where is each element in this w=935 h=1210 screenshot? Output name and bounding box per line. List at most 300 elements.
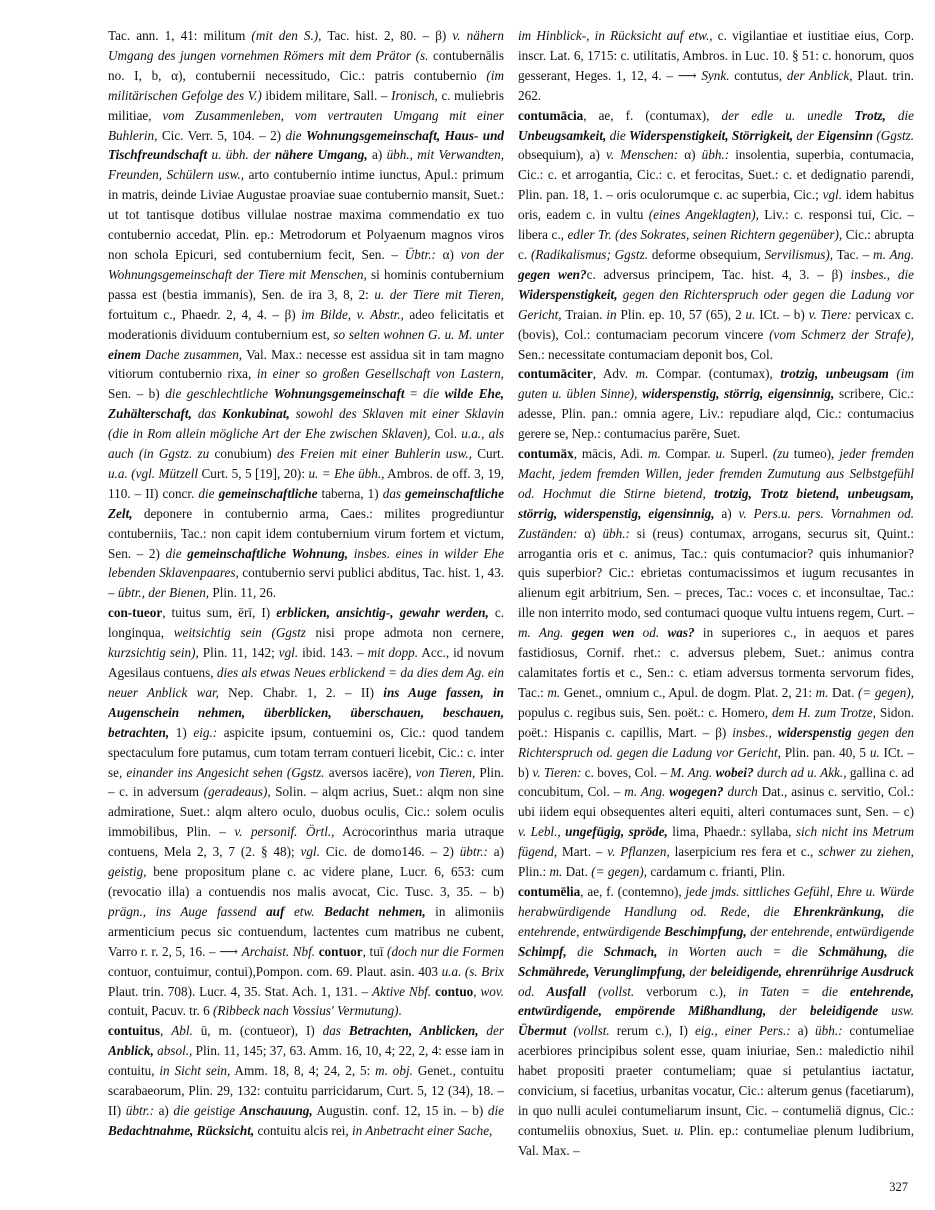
- gloss-text: ad u. Akk.,: [790, 764, 847, 780]
- gloss-text: m.: [547, 684, 561, 700]
- body-text: Plin. 11, 145; 37, 63. Amm. 16, 10, 4; 22, 2, 4: esse iam in contuitu,: [108, 1043, 504, 1079]
- body-text: ū, m. (contueor), I): [192, 1023, 323, 1039]
- headword: con-tueor: [108, 605, 163, 621]
- gloss-text: u.: [745, 306, 756, 322]
- body-text: , Adv.: [592, 366, 636, 382]
- gloss-text: der Anblick,: [786, 67, 853, 83]
- translation-emphasis: wilde Ehe, Zuhälterschaft,: [108, 386, 504, 422]
- body-text: Curt.: [471, 446, 504, 462]
- body-text: [341, 1023, 349, 1038]
- gloss-text: die: [423, 386, 440, 402]
- gloss-text: der: [796, 127, 814, 143]
- body-text: populus c. regibus suis, Sen. poët.: c. Homero,: [518, 704, 773, 720]
- body-text: Val. Max.: necesse est assidua sit in tam magno vitiorum contubernio rixa,: [108, 346, 504, 382]
- gloss-text: (vollst.: [573, 1023, 610, 1039]
- translation-emphasis: gemeinschaftliche: [218, 485, 318, 501]
- body-text: aspicite ipsum, contuemini os, Cic.: quod tandem spectaculum fore putamus, cum totam terram contueri licebit, Cic.: c. inter se,: [108, 724, 504, 780]
- gloss-text: v. Lebl.,: [518, 824, 561, 840]
- translation-emphasis: Betrachten, Anblicken,: [348, 1023, 479, 1039]
- body-text: c. muliebris militiae,: [108, 87, 504, 123]
- body-text: Compar. (contumax),: [648, 366, 781, 382]
- body-text: Superl.: [725, 446, 773, 462]
- translation-emphasis: Schmach,: [603, 943, 658, 959]
- body-text: a): [714, 505, 739, 521]
- translation-emphasis: Widerspenstigkeit,: [518, 286, 618, 302]
- body-text: contuor, contuimur, contui),Pompon. com. 69. Plaut. asin. 403: [108, 963, 442, 979]
- body-text: [886, 108, 898, 123]
- gloss-text: (vollst.: [597, 983, 635, 999]
- body-text: Traian.: [561, 306, 607, 322]
- body-text: pervicax c. (bovis), Col.: contumaciam pecorum vincere: [518, 306, 914, 342]
- body-text: Plin. ep. 10, 57 (65), 2: [616, 306, 746, 322]
- gloss-text: Synk.: [701, 67, 730, 83]
- body-text: [780, 904, 794, 919]
- body-text: verborum c.),: [634, 983, 739, 999]
- translation-emphasis: Widerspenstigkeit, Störrigkeit,: [629, 127, 794, 143]
- gloss-text: vgl.: [300, 844, 320, 860]
- gloss-text: u.: [715, 446, 726, 462]
- gloss-text: dies als etwas Neues erblickend = da dies dem Ag. ein neuer Anblick war,: [108, 665, 504, 700]
- body-text: Tac. ann. 1, 41: militum: [108, 28, 252, 43]
- translation-emphasis: trotzig, unbeugsam: [780, 366, 889, 382]
- gloss-text: v. Pflanzen,: [607, 844, 670, 860]
- body-text: Plin. 11, 26.: [209, 585, 277, 601]
- gloss-text: Servilismus),: [764, 246, 834, 262]
- gloss-text: einander ins Angesicht sehen (Ggstz.: [126, 764, 325, 780]
- body-text: bene propositum plane c. ac videre plane, Lucr. 6, 653: cum (revocatio illa) a contuendis nos malis avocat, Cic. Tusc. 3, 35. – b): [108, 864, 504, 899]
- translation-emphasis: Wohnungsgemeinschaft: [273, 386, 405, 402]
- body-text: ibidem militare, Sall. –: [261, 87, 392, 103]
- body-text: [808, 944, 818, 959]
- gloss-text: das: [382, 485, 402, 501]
- translation-emphasis: Wohnungsgemeinschaft, Haus- und Tischfreundschaft: [108, 127, 504, 163]
- headword: contumāciter: [518, 366, 593, 382]
- gloss-text: gegen den Richterspruch oder gegen die Ladung vor Gericht,: [518, 286, 914, 322]
- gloss-text: übtr.:: [125, 1102, 154, 1118]
- gloss-text: der: [779, 1003, 797, 1019]
- body-text: [257, 904, 267, 919]
- body-text: [634, 625, 642, 640]
- body-text: scribere, Cic.: adesse, Plin. pan.: omnia agere, Liv.: repudiare alqd, Cic.: contumacius gerere se, Nep.: contumacius parēre, Suet.: [518, 386, 914, 442]
- translation-emphasis: Schmähung,: [818, 943, 888, 959]
- gloss-text: (im militärischen Gefolge des V.): [108, 67, 504, 103]
- gloss-text: in Taten = die: [738, 983, 838, 999]
- gloss-text: die: [165, 545, 182, 561]
- body-text: Cic. de domo146. – 2): [319, 844, 460, 860]
- gloss-text: Archaist. Nbf.: [241, 943, 316, 959]
- body-text: Sen.: necessitate contumaciam deponit bos, Col.: [518, 346, 773, 362]
- gloss-text: in: [606, 306, 617, 322]
- body-text: cardamum c. frianti, Plin.: [647, 864, 786, 880]
- gloss-text: des Freien mit einer Buhlerin usw.,: [276, 446, 472, 462]
- body-text: Cic.: abrupta c.: [518, 227, 914, 262]
- gloss-text: u.a. (s. Brix: [441, 963, 504, 979]
- body-text: [878, 1003, 891, 1018]
- body-text: insolentia, superbia, contumacia, Cic.: c. et arrogantia, Cic.: c. et ferocitas, Suet.: c. et dedignatio parendi, Plin. pan. 18, 1. – oris oculorumque c. ac superbia, Cic.;: [518, 147, 914, 203]
- body-text: [593, 944, 603, 959]
- gloss-text: v. Tiere:: [808, 306, 852, 322]
- body-text: a): [153, 1102, 174, 1118]
- translation-emphasis: Ausfall: [546, 983, 586, 999]
- body-text: laserpicium res fera et c.,: [669, 844, 819, 860]
- gloss-text: vgl.: [278, 645, 299, 661]
- body-text: tumeo),: [788, 446, 840, 462]
- translation-emphasis: gegen wen?: [518, 266, 587, 282]
- gloss-text: eig., einer Pers.:: [694, 1023, 791, 1039]
- gloss-text: v. nähern Umgang des jungen vornehmen Römers mit dem Prätor (s.: [108, 28, 504, 63]
- body-text: in alimoniis armenticium pecus sic contuendum, lactentes cum matribus ne cubent, Varro r. r. 2, 5, 16. – ⟶: [108, 903, 504, 959]
- body-text: contuit, Pacuv. tr. 6: [108, 1003, 213, 1019]
- headword: contuitus: [108, 1023, 161, 1039]
- body-text: Plin.:: [518, 864, 550, 880]
- body-text: ibid. 143. –: [298, 645, 368, 661]
- gloss-text: insbes., die: [850, 266, 914, 282]
- body-text: α): [577, 525, 603, 541]
- gloss-text: dem H. zum Trotze,: [772, 704, 876, 720]
- gloss-text: prägn., ins Auge fassend: [108, 903, 257, 919]
- body-text: Amm. 18, 8, 4; 24, 2, 5:: [230, 1063, 376, 1079]
- translation-emphasis: gemeinschaftliche Zelt,: [108, 485, 504, 521]
- gloss-text: insbes. eines in wilder Ehe lebenden Sklavenpaares,: [108, 545, 504, 581]
- translation-emphasis: auf: [266, 903, 285, 919]
- body-text: in superiores c., in aequos et pares fastidiosus, Cornif. rhet.: c. adversus plebem, Suet.: animus contra calamitates fortis et c., Sen.: c. etiam adversus tormenta servorum fides, Tac.:: [518, 625, 914, 700]
- body-text: Sen. – b): [108, 386, 166, 402]
- body-text: Tac. –: [833, 246, 874, 262]
- gloss-text: der edle u. unedle: [721, 107, 843, 123]
- gloss-text: od.: [518, 983, 535, 999]
- gloss-text: übh.:: [701, 147, 730, 163]
- body-text: Plin. 11, 142;: [198, 645, 279, 661]
- gloss-text: u.a., als auch (in Ggstz. zu: [108, 426, 504, 462]
- body-text: [706, 486, 714, 501]
- body-text: c. vigilantiae et iustitiae eius, Corp. inscr. Lat. 6, 1715: c. utilitatis, Ambros. in Luc. 10. § 51: c. honorum, quos gesserant, Heges. 1, 12, 4. – ⟶: [518, 28, 914, 83]
- body-text: contumeliae acerbiores principibus solent esse, quam iniuriae, Sen.: maledictio nihil habet propositi praeter contumeliam; quae si petulantius iactatur, convicium, si facetius, urbanitas vocatur, Cic.: alterum genus (facetiarum), in quo nulli aculei contumeliarum insunt, Cic. – contumeliā dignus, Cic.: contumeliis obnoxius, Suet.: [518, 1023, 914, 1138]
- translation-emphasis: nähere Umgang,: [275, 147, 368, 163]
- body-text: Mart. –: [557, 844, 608, 860]
- body-text: ,: [160, 1023, 172, 1039]
- body-text: [284, 904, 294, 919]
- body-text: Plin. pan. 40, 5: [780, 744, 870, 760]
- body-text: , ae, f. (contumax),: [583, 107, 722, 123]
- gloss-text: edler Tr. (des Sokrates, seinen Richtern gegenüber),: [567, 227, 843, 243]
- gloss-text: die: [487, 1102, 504, 1118]
- body-text: nisi prope admota non cernere,: [305, 625, 504, 641]
- gloss-text: der: [689, 963, 707, 979]
- gloss-text: m.: [815, 684, 829, 700]
- body-text: [766, 1003, 779, 1018]
- gloss-text: kurzsichtig sein),: [108, 645, 199, 661]
- gloss-text: in Worten auch = die: [667, 943, 808, 959]
- gloss-text: die geschlechtliche: [165, 386, 269, 402]
- page-number: 327: [889, 1180, 908, 1194]
- body-text: Augustin. conf. 12, 15 in. – b): [312, 1102, 488, 1118]
- translation-emphasis: Schmährede, Verunglimpfung,: [518, 963, 686, 979]
- gloss-text: im Bilde, v. Abstr.,: [301, 306, 404, 322]
- body-text: idem habitus oris, eadem c. in vultu: [518, 187, 914, 223]
- translation-emphasis: widerspenstig: [777, 724, 852, 740]
- gloss-text: m.: [549, 864, 563, 880]
- translation-emphasis: Eigensinn: [817, 127, 873, 143]
- headword: contumēlia: [518, 883, 581, 899]
- body-text: Genet., contuitu scarabaeorum, Plin. 29, 132: contuitu parricidarum, Curt. 5, 12 (34), 18. – II): [108, 1063, 504, 1118]
- translation-emphasis: was?: [667, 625, 695, 641]
- body-text: Sidon. poët.: Hispanis c. capillis, Mart. – β): [518, 704, 914, 740]
- body-text: conubium): [209, 446, 277, 462]
- body-text: [586, 984, 598, 999]
- gloss-text: u.: [674, 1122, 684, 1138]
- body-text: [888, 944, 898, 959]
- body-text: Plaut. trin. 262.: [518, 67, 914, 103]
- body-text: contutus,: [729, 67, 787, 83]
- body-text: gallina c. ad concubitum, Col. –: [518, 764, 914, 800]
- body-text: obsequium), a): [518, 147, 606, 163]
- gloss-text: Dache zusammen,: [145, 346, 243, 362]
- body-text: c. adversus principem, Tac. hist. 4, 3. – β): [586, 266, 851, 282]
- body-text: deponere in contubernio arma, Caes.: milites progrediuntur contuberniis, Tac.: non capit idem contubernium virum fortem et victum, Sen. – 2): [108, 505, 504, 561]
- gloss-text: die: [609, 127, 626, 143]
- body-text: Compar.: [660, 446, 716, 462]
- body-text: si hominis contubernium passa est (bestia immanis), Sen. de ira 3, 8, 2:: [108, 266, 504, 302]
- right-column-text: [518, 26, 914, 1161]
- body-text: [838, 984, 850, 999]
- gloss-text: (im guten u. üblen Sinne),: [518, 366, 914, 402]
- body-text: contubernālis no. I, b, α), contubernii necessitudo, Cic.: patris contubernio: [108, 47, 504, 83]
- gloss-text: Ironisch,: [391, 87, 438, 103]
- translation-emphasis: Anblick,: [108, 1043, 154, 1059]
- gloss-text: schwer zu ziehen,: [818, 844, 914, 860]
- translation-emphasis: gegen wen: [571, 625, 635, 641]
- gloss-text: od.: [642, 625, 660, 641]
- gloss-text: Abl.: [171, 1023, 193, 1039]
- body-text: Curt. 5, 5 [19], 20):: [198, 465, 309, 481]
- gloss-text: geistig,: [108, 864, 147, 880]
- gloss-text: (vom Schmerz der Strafe),: [769, 326, 914, 342]
- body-text: 1): [169, 724, 194, 740]
- gloss-text: die: [897, 107, 914, 123]
- gloss-text: die: [897, 943, 914, 959]
- gloss-text: u. = Ehe übh.,: [308, 465, 385, 481]
- gloss-text: das: [322, 1023, 341, 1039]
- translation-emphasis: entehrende, entwürdigende, empörende Mißhandlung,: [518, 983, 914, 1019]
- body-text: aversos iacēre),: [324, 764, 416, 780]
- gloss-text: mit dopp.: [367, 645, 419, 661]
- gloss-text: m.: [635, 366, 649, 382]
- body-text: [797, 1003, 810, 1018]
- gloss-text: sowohl des Sklaven mit einer Sklavin (die in Rom allein mögliche Art der Ehe zwischen Sklaven),: [108, 406, 504, 442]
- gloss-text: weitsichtig sein (Ggstz: [173, 625, 306, 641]
- translation-emphasis: wobei?: [715, 764, 754, 780]
- body-text: [563, 625, 571, 640]
- gloss-text: die entehrende, entwürdigende: [518, 903, 914, 939]
- gloss-text: m. Ang.: [518, 625, 564, 641]
- gloss-text: (zu: [772, 446, 789, 462]
- body-text: ,: [473, 983, 481, 999]
- translation-emphasis: ins Auge fassen, in Augenschein nehmen, überblicken, überschauen, beschauen, betrachten,: [108, 684, 504, 740]
- translation-emphasis: Beschimpfung,: [664, 923, 747, 939]
- gloss-text: übh.:: [602, 525, 630, 541]
- body-text: , ae, f. (contemno),: [580, 883, 686, 899]
- translation-emphasis: gemeinschaftliche Wohnung,: [187, 545, 349, 561]
- left-column: [108, 26, 504, 1166]
- body-text: Tac. hist. 2, 80. – β): [321, 28, 453, 43]
- body-text: α): [678, 147, 702, 163]
- translation-emphasis: Anschauung,: [239, 1102, 313, 1118]
- body-text: Solin. – alqm acrius, Suet.: alqm non sine admiratione, Suet.: alqm altero oculo, duobus oculis, Cic.: solem oculis immobilibus, Plin. –: [108, 784, 504, 840]
- body-text: , tuī: [362, 943, 388, 959]
- body-text: Dat.: [562, 864, 592, 880]
- translation-emphasis: wogegen?: [669, 784, 724, 800]
- body-text: ICt. – b): [518, 744, 914, 780]
- translation-emphasis: Schimpf,: [518, 943, 567, 959]
- gloss-text: gegen den Richterspruch od. gegen die Ladung vor Gericht,: [518, 724, 914, 760]
- gloss-text: (= gegen),: [857, 684, 914, 700]
- body-text: Genet., omnium c., Apul. de dogm. Plat. 2, 21:: [560, 684, 816, 700]
- body-text: deforme obsequium,: [648, 246, 765, 262]
- gloss-text: durch: [757, 764, 788, 780]
- body-text: [842, 108, 854, 123]
- translation-emphasis: beleidigende, ehrenrührige Ausdruck: [710, 963, 914, 979]
- body-text: Nep. Chabr. 1, 2. – II): [218, 684, 384, 700]
- body-text: c. longinqua,: [108, 605, 504, 641]
- body-text: rerum c.), I): [609, 1023, 695, 1039]
- gloss-text: übh.:: [815, 1023, 843, 1039]
- translation-emphasis: erblicken, ansichtig-, gewahr werden,: [276, 605, 489, 621]
- gloss-text: eig.:: [193, 724, 218, 740]
- body-text: a): [790, 1023, 816, 1039]
- gloss-text: so selten wohnen G. u. M. unter: [333, 326, 504, 342]
- body-text: Plin. – c. in adversum: [108, 764, 504, 800]
- gloss-text: (Ggstz.: [876, 127, 914, 143]
- body-text: taberna, 1): [317, 485, 383, 501]
- body-text: [315, 904, 325, 919]
- gloss-text: (= gegen),: [591, 864, 648, 880]
- body-text: , mācis, Adi.: [573, 446, 648, 462]
- body-text: [884, 904, 898, 919]
- body-text: lima, Phaedr.: syllaba,: [667, 824, 796, 840]
- gloss-text: insbes.,: [732, 724, 772, 740]
- gloss-text: jeder fremden Macht, jedem fremden Willen, jeder fremden Zumutung aus Selbstgefühl od. Hochmut die Stirne bietend,: [518, 446, 914, 501]
- body-text: contubernio servi publici abditus, Tac. hist. 1, 43. –: [108, 565, 504, 601]
- body-text: adeo felicitatis et moderationis dividuum contubernium est,: [108, 306, 504, 342]
- gloss-text: (Ribbeck nach Vossius' Vermutung).: [213, 1003, 402, 1019]
- translation-emphasis: einem: [108, 346, 141, 362]
- gloss-text: der entehrende, entwürdigende: [750, 923, 914, 939]
- gloss-text: in Anbetracht einer Sache,: [351, 1122, 493, 1138]
- body-text: si (reus) contumax, arrogans, securus sit, Quint.: arrogantia oris et c. animus, Tac.: quis contumacior? quis inhumanior? quis superbior? Cic.: ebrietas contumacissimos et iugum recusantes in alienum egit arbitrium, Sen. – preces, Tac.: voces c. et inconsultae, Tac.: ille non interrito modo, sed contumaci quoque vultu intuens regem, Curt. –: [518, 525, 914, 621]
- translation-emphasis: widerspenstig, störrig, eigensinnig,: [642, 386, 835, 402]
- gloss-text: v. personif. Örtl.,: [234, 824, 335, 840]
- gloss-text: sich nicht ins Metrum fügend,: [518, 824, 914, 860]
- translation-emphasis: Übermut: [518, 1023, 567, 1039]
- translation-emphasis: beleidigende: [809, 1003, 879, 1019]
- body-text: α): [435, 246, 461, 262]
- left-column-text: [108, 26, 504, 1141]
- body-text: Acc., id novum Agesilaus contuens,: [108, 645, 504, 680]
- translation-emphasis: Bedachtnahme, Rücksicht,: [108, 1122, 255, 1138]
- body-text: Cic. Verr. 5, 104. – 2): [157, 127, 286, 143]
- body-text: [657, 944, 667, 959]
- gloss-text: (doch nur die Formen: [387, 943, 504, 959]
- body-text: Dat., asinus c. servitio, Col.: ubi iidem equi obsequentes alteri equiti, alteri contumaces sunt, Sen. – c): [518, 784, 914, 820]
- translation-emphasis: ungefügig, spröde,: [565, 824, 668, 840]
- gloss-text: u.a. (vgl. Mützell: [108, 465, 199, 481]
- gloss-text: die: [285, 127, 302, 143]
- translation-emphasis: Konkubinat,: [222, 406, 290, 422]
- gloss-text: (eines Angeklagten),: [648, 207, 759, 223]
- gloss-text: in einer so großen Gesellschaft von Lastern,: [256, 366, 504, 382]
- gloss-text: m. Ang.: [624, 784, 666, 800]
- headword: contumāx: [518, 446, 574, 462]
- gloss-text: v. Tieren:: [532, 764, 582, 780]
- gloss-text: u. übh. der: [211, 147, 271, 163]
- gloss-text: m.: [647, 446, 661, 462]
- body-text: c. boves, Col. –: [581, 764, 671, 780]
- gloss-text: m. obj.: [375, 1063, 413, 1079]
- gloss-text: von der Wohnungsgemeinschaft der Tiere mit Menschen,: [108, 246, 504, 282]
- gloss-text: absol.,: [157, 1043, 193, 1059]
- gloss-text: die: [577, 943, 594, 959]
- gloss-text: durch: [727, 784, 758, 800]
- body-text: arto contubernio intime iunctus, Apul.: primum in matris, deinde Liviae Augustae proaviae suae contubernio mansit, Suet.: ut tot tantisque dotibus villulae nostrae maxima commendatio ex tuo contubernio accedat, Plin. ep.: Metrodorum et Polyaenum magnos viros non schola Epicuri, sed contubernium fecit, Sen. –: [108, 167, 504, 262]
- translation-emphasis: Trotz,: [854, 107, 886, 123]
- body-text: Acrocorinthus maria utraque contuens, Mela 2, 3, 7 (2. § 48);: [108, 824, 504, 860]
- translation-emphasis: Unbeugsamkeit,: [518, 127, 607, 143]
- body-text: ICt. – b): [755, 306, 809, 322]
- body-text: Plin. ep.: contumeliae plenum ludibrium, Val. Max. –: [518, 1122, 914, 1158]
- body-text: =: [404, 386, 423, 402]
- headword: contuor: [318, 943, 363, 959]
- gloss-text: (Radikalismus; Ggstz.: [530, 246, 648, 262]
- gloss-text: der: [486, 1023, 504, 1039]
- right-column: [518, 26, 914, 1166]
- gloss-text: übh., mit Verwandten, Freunden, Schülern usw.,: [108, 147, 504, 183]
- gloss-text: u. der Tiere mit Tieren,: [374, 286, 504, 302]
- translation-emphasis: trotzig, Trotz bietend, unbeugsam, störrig, widerspenstig, eigensinnig,: [518, 485, 914, 521]
- body-text: Ambros. de off. 3, 19, 110. – II) concr.: [108, 465, 504, 501]
- gloss-text: m. Ang.: [873, 246, 914, 262]
- gloss-text: übtr., der Bienen,: [117, 585, 210, 601]
- body-text: Plaut. trin. 708). Lucr. 4, 35. Stat. Ach. 1, 131. –: [108, 983, 373, 999]
- gloss-text: die geistige: [173, 1102, 236, 1118]
- body-text: Col.: [430, 426, 462, 442]
- gloss-text: von Tieren,: [415, 764, 476, 780]
- gloss-text: usw.: [891, 1003, 914, 1019]
- body-text: a): [367, 147, 387, 163]
- body-text: [567, 944, 577, 959]
- translation-emphasis: Bedacht nehmen,: [324, 903, 426, 919]
- headword: contuo: [435, 983, 474, 999]
- gloss-text: (geradeaus),: [203, 784, 271, 800]
- gloss-text: M. Ang.: [670, 764, 713, 780]
- gloss-text: jede jmds. sittliches Gefühl, Ehre u. Würde herabwürdigende Handlung od. Rede, die: [518, 883, 914, 919]
- gloss-text: v. Pers.u. pers. Vornahmen od. Zuständen:: [518, 505, 914, 541]
- body-text: fortuitum c., Phaedr. 2, 4, 4. – β): [108, 306, 302, 322]
- body-text: [534, 984, 546, 999]
- gloss-text: wov.: [480, 983, 504, 999]
- body-text: , tuitus sum, ērī, I): [162, 605, 277, 621]
- gloss-text: Übtr.:: [404, 246, 436, 262]
- gloss-text: die: [198, 485, 215, 501]
- gloss-text: u.: [869, 744, 880, 760]
- gloss-text: vom Zusammenleben, vom vertrauten Umgang mit einer Buhlerin,: [108, 107, 504, 143]
- body-text: Dat.: [828, 684, 858, 700]
- gloss-text: etw.: [293, 903, 315, 919]
- body-text: Liv.: c. responsi tui, Cic. – libera c.,: [518, 207, 914, 243]
- gloss-text: das: [197, 406, 217, 422]
- gloss-text: vgl.: [822, 187, 843, 203]
- gloss-text: im Hinblick-, in Rücksicht auf etw.,: [518, 28, 713, 43]
- gloss-text: (mit den S.),: [251, 28, 322, 43]
